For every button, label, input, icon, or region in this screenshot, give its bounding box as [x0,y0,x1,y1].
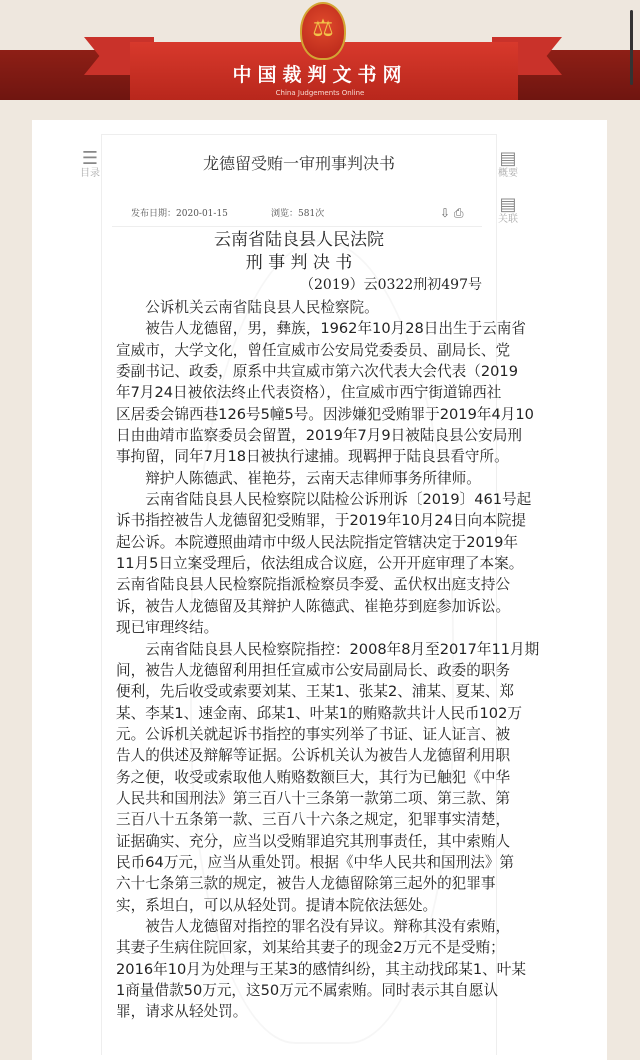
download-icon[interactable]: ⇩ [440,206,451,220]
paragraph-line: 起公诉。本院遵照曲靖市中级人民法院指定管辖决定于2019年 [116,533,518,551]
paragraph-line: 告人的供述及辩解等证据。公诉机关认为被告人龙德留利用职 [116,747,511,765]
paragraph [116,468,496,489]
view-count [271,208,324,220]
paragraph [116,318,534,467]
print-icon[interactable]: ⎙ [453,206,464,220]
paragraph-line: 证据确实、充分，应当以受贿罪追究其刑事责任，其中索贿人 [116,832,511,850]
publish-date-label: 发布日期： [131,209,177,219]
paragraph-line: 某、李某1、速金南、邱某1、叶某1的贿赂款共计人民币102万 [116,704,522,722]
paragraph-line: 委副书记、政委，原系中共宣威市第六次代表大会代表（2019 [116,363,518,381]
document-body [116,297,540,1023]
paragraph-line: 六十七条第三款的规定，被告人龙德留除第三起外的犯罪事 [116,875,496,893]
document-title: 龙德留受贿一审刑事判决书 [202,154,395,173]
document-icon: ▤ [499,148,517,169]
document-icon: ▤ [499,194,517,215]
paragraph-line: 现已审理终结。 [116,619,219,637]
paragraph [116,489,532,638]
document-type: 刑 事 判 决 书 [245,253,353,273]
paragraph-line: 其妻子生病住院回家，刘某给其妻子的现金2万元不是受贿； [116,939,505,957]
site-logo-subtitle: China Judgements Online [275,89,365,97]
views-value: 581次 [298,209,325,219]
paragraph-line: 人民共和国刑法》第三百八十三条第一款第二项、第三款、第 [116,789,511,807]
paragraph-line: 2016年10月为处理与王某3的感情纠纷，其主动找邱某1、叶某 [116,960,526,978]
list-icon: ☰ [81,148,99,169]
paragraph-line: 辩护人陈德武、崔艳芬，云南天志律师事务所律师。 [145,469,481,487]
scrollbar[interactable] [630,10,633,85]
court-name: 云南省陆良县人民法院 [214,230,384,250]
paragraph-line: 云南省陆良县人民检察院指控：2008年8月至2017年11月期 [145,640,540,658]
paragraph-line: 务之便，收受或索取他人贿赂数额巨大，其行为已触犯《中华 [116,768,511,786]
publish-date [131,208,228,220]
paragraph-line: 11月5日立案受理后，依法组成合议庭，公开开庭审理了本案。 [116,555,524,573]
site-header [0,0,640,100]
related-button[interactable] [498,196,518,226]
divider [112,226,482,227]
summary-label: 概要 [498,168,518,179]
paragraph-line: 元。公诉机关就起诉书指控的事实列举了书证、证人证言、被 [116,725,511,743]
toc-label: 目录 [80,168,100,179]
paragraph-line: 间，被告人龙德留利用担任宣威市公安局副局长、政委的职务 [116,661,511,679]
toc-button[interactable] [80,150,100,180]
paragraph-line: 实，系坦白，可以从轻处罚。提请本院依法惩处。 [116,896,438,914]
paragraph-line: 民币64万元，应当从重处罚。根据《中华人民共和国刑法》第 [116,853,515,871]
paragraph-line: 诉书指控被告人龙德留犯受贿罪，于2019年10月24日向本院提 [116,512,526,530]
case-number: （2019）云0322刑初497号 [300,277,482,293]
paragraph-line: 事拘留，同年7月18日被执行逮捕。现羁押于陆良县看守所。 [116,448,509,466]
paragraph-line: 诉，被告人龙德留及其辩护人陈德武、崔艳芬到庭参加诉讼。 [116,597,511,615]
views-label: 浏览： [271,209,299,219]
paragraph-line: 宣威市，大学文化，曾任宣威市公安局党委委员、副局长、党 [116,341,511,359]
paragraph [116,639,540,916]
action-icons [440,206,464,220]
paragraph [116,297,496,318]
related-label: 关联 [498,214,518,225]
summary-button[interactable] [498,150,518,180]
paragraph-line: 被告人龙德留对指控的罪名没有异议。辩称其没有索贿， [145,917,511,935]
paragraph-line: 1商量借款50万元，这50万元不属索贿。同时表示其自愿认 [116,982,499,999]
paragraph-line: 云南省陆良县人民检察院以陆检公诉刑诉〔2019〕461号起 [145,491,532,509]
court-emblem-icon [300,2,346,60]
paragraph-line: 便利，先后收受或索要刘某、王某1、张某2、浦某、夏某、郑 [116,683,515,701]
paragraph-line: 区居委会锦西巷126号5幢5号。因涉嫌犯受贿罪于2019年4月10 [116,405,534,423]
paragraph-line: 年7月24日被依法终止代表资格），住宣威市西宁街道锦西社 [116,384,502,402]
paragraph-line: 日由曲靖市监察委员会留置，2019年7月9日被陆良县公安局刑 [116,427,522,445]
paragraph [116,916,526,1023]
paragraph-line: 被告人龙德留，男，彝族，1962年10月28日出生于云南省 [145,320,526,338]
paragraph-line: 罪，请求从轻处罚。 [116,1003,248,1021]
publish-date-value: 2020-01-15 [176,209,228,219]
site-logo-title[interactable]: 中国裁判文书网 [232,64,408,86]
paragraph-line: 公诉机关云南省陆良县人民检察院。 [145,299,379,316]
paragraph-line: 三百八十五条第一款、三百八十六条之规定，犯罪事实清楚， [116,811,511,829]
paragraph-line: 云南省陆良县人民检察院指派检察员李爱、孟伏权出庭支持公 [116,576,511,594]
